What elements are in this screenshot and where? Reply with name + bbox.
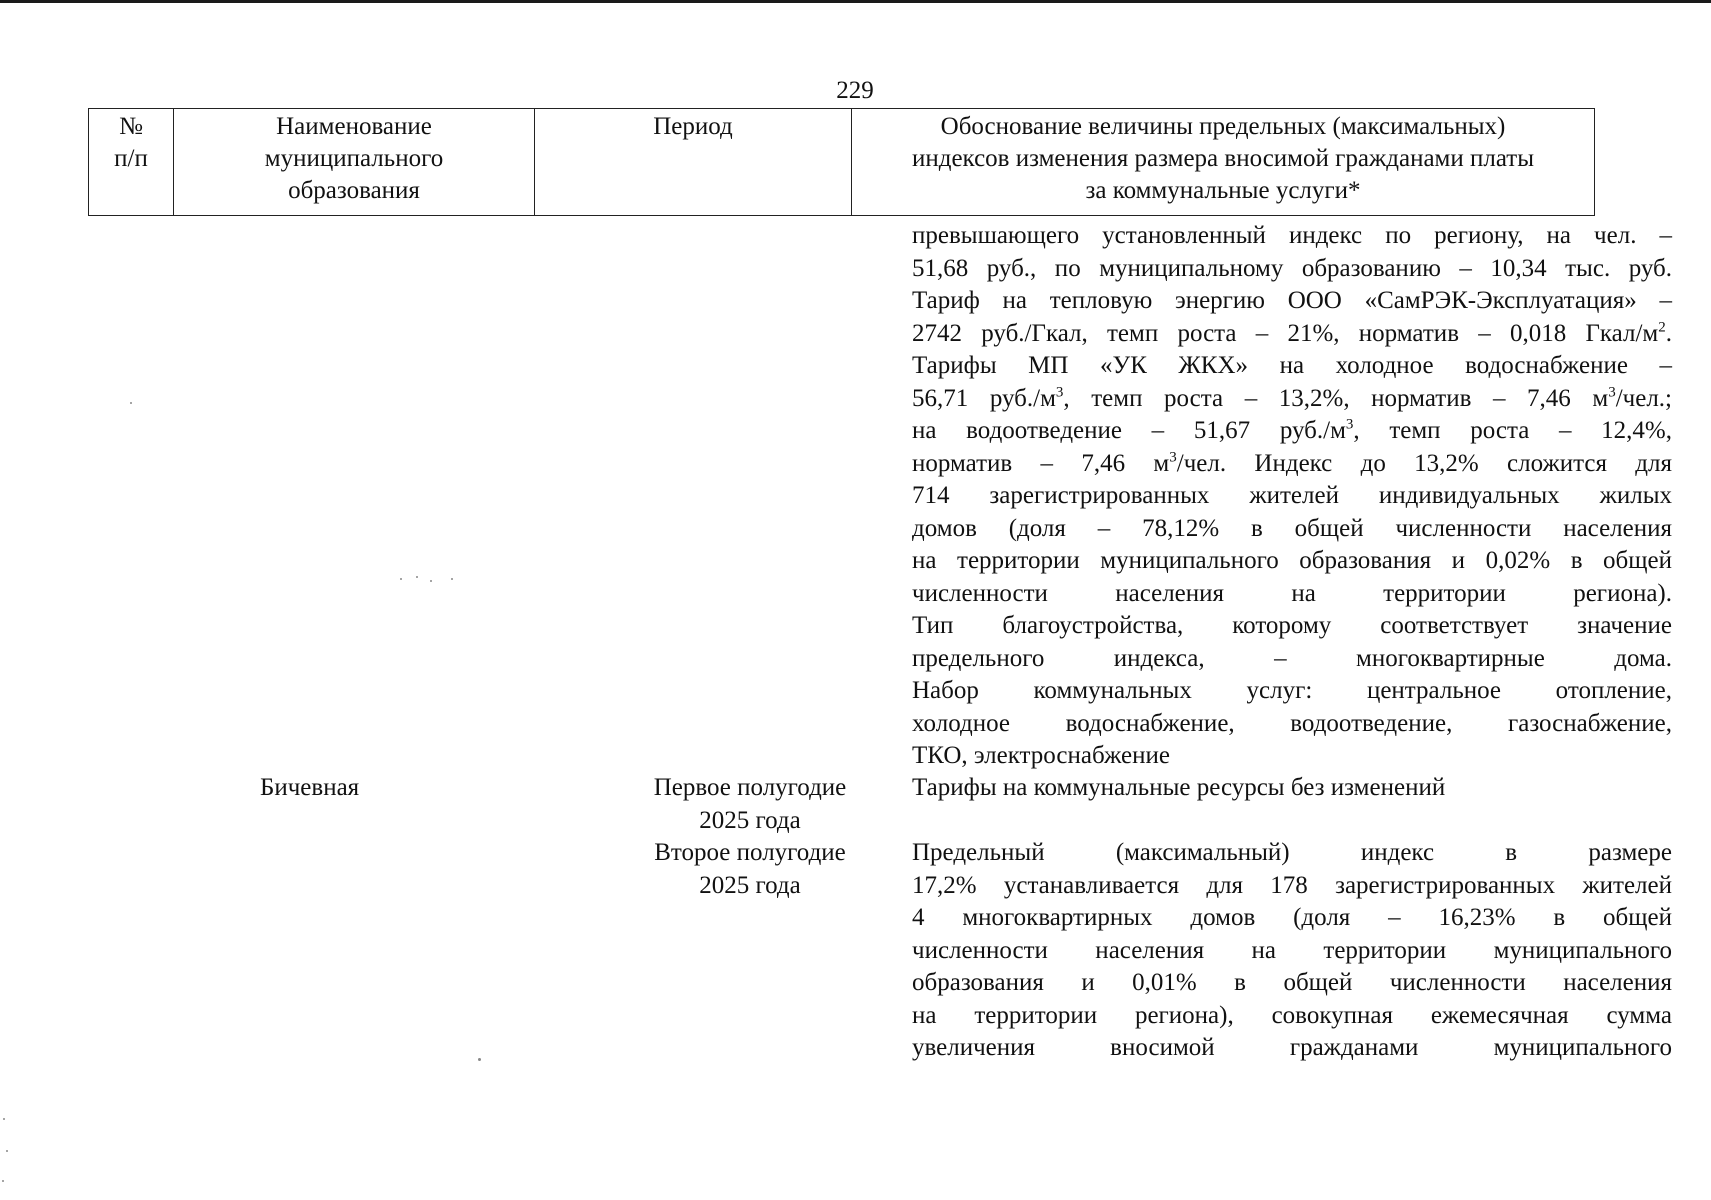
header-col-municipality-line1: Наименование <box>276 113 432 140</box>
second-half-justification <box>912 837 1672 1065</box>
text-fragment: . <box>1665 319 1672 347</box>
text-line: предельного индекса, – многоквартирные дома. <box>912 644 1672 672</box>
header-col-justification <box>852 109 1595 216</box>
text-line: 4 многоквартирных домов (доля – 16,23% в общей <box>912 904 1672 931</box>
period-second-half-line2: 2025 года <box>699 871 801 899</box>
text-line: Тариф на тепловую энергию ООО «СамРЭК-Эксплуатация» – <box>912 287 1672 314</box>
text-line: 714 зарегистрированных жителей индивидуальных жилых <box>912 482 1672 509</box>
text-line: 51,68 руб., по муниципальному образованию – 10,34 тыс. руб. <box>912 254 1672 282</box>
text-line: Тип благоустройства, которому соответствует значение <box>912 612 1672 639</box>
header-col-justification-line2: индексов изменения размера вносимой гражданами платы <box>911 145 1535 172</box>
text-line: на территории региона), совокупная ежемесячная сумма <box>912 1001 1672 1029</box>
continued-justification-text <box>912 220 1672 773</box>
text-fragment: на водоотведение – 51,67 руб./м <box>912 417 1346 444</box>
scan-top-edge <box>0 0 1711 3</box>
table-header <box>88 108 1595 216</box>
scan-speck <box>478 1058 481 1061</box>
text-fragment: норматив – 7,46 м <box>912 449 1170 477</box>
period-first-half-line2: 2025 года <box>699 806 801 834</box>
text-fragment: , темп роста – 13,2%, норматив – 7,46 м <box>1063 384 1609 412</box>
first-half-justification <box>912 772 1672 805</box>
text-line: образования и 0,01% в общей численности населения <box>912 969 1672 996</box>
text-line: численности населения на территории муниципального <box>912 936 1672 964</box>
header-col-number-line1: № <box>119 113 143 140</box>
period-second-half-line1: Второе полугодие <box>654 839 846 866</box>
superscript: 3 <box>1169 449 1177 466</box>
text-line: 17,2% устанавливается для 178 зарегистрированных жителей <box>912 871 1672 899</box>
scan-speck <box>2 1180 4 1182</box>
header-col-period <box>535 109 852 216</box>
header-col-municipality-line2: муниципального <box>264 145 444 172</box>
text-line <box>912 448 1672 481</box>
period-first-half-line1: Первое полугодие <box>653 774 847 801</box>
scan-speck <box>6 1150 8 1152</box>
header-col-municipality-line3: образования <box>288 177 420 204</box>
header-col-period-label: Период <box>653 113 733 140</box>
superscript: 2 <box>1658 319 1666 336</box>
header-col-justification-line1: Обоснование величины предельных (максимальных) <box>940 113 1506 140</box>
text-line: холодное водоснабжение, водоотведение, газоснабжение, <box>912 709 1672 737</box>
text-line: Набор коммунальных услуг: центральное отопление, <box>912 677 1672 704</box>
text-line: численности населения на территории региона). <box>912 579 1672 607</box>
text-line <box>912 318 1672 351</box>
superscript: 3 <box>1608 384 1616 401</box>
header-col-number-line2: п/п <box>114 145 148 172</box>
scan-speck <box>430 580 432 582</box>
text-line: Предельный (максимальный) индекс в размере <box>912 839 1672 866</box>
text-line: Тарифы на коммунальные ресурсы без изменений <box>912 774 1446 801</box>
text-line: на территории муниципального образования и 0,02% в общей <box>912 547 1672 574</box>
text-line <box>912 383 1672 416</box>
scan-speck <box>416 576 418 578</box>
text-fragment: 2742 руб./Гкал, темп роста – 21%, норматив – 0,018 Гкал/м <box>912 319 1659 347</box>
text-fragment: /чел. Индекс до 13,2% сложится для <box>1176 449 1672 477</box>
text-fragment: /чел.; <box>1615 384 1673 412</box>
text-line: Тарифы МП «УК ЖКХ» на холодное водоснабжение – <box>912 352 1672 379</box>
period-second-half <box>598 837 902 902</box>
text-fragment: 56,71 руб./м <box>912 384 1056 412</box>
text-line: ТКО, электроснабжение <box>912 742 1170 769</box>
text-line: домов (доля – 78,12% в общей численности населения <box>912 514 1672 542</box>
municipality-name: Бичевная <box>260 774 360 801</box>
scan-speck <box>400 578 402 580</box>
scan-speck <box>130 402 132 404</box>
header-col-municipality <box>174 109 535 216</box>
text-line: увеличения вносимой гражданами муниципального <box>912 1034 1672 1061</box>
scan-speck <box>3 1118 5 1120</box>
period-first-half <box>598 772 902 837</box>
scan-speck <box>451 578 453 580</box>
header-col-justification-line3: за коммунальные услуги* <box>1085 177 1361 204</box>
text-fragment: , темп роста – 12,4%, <box>1353 417 1672 444</box>
superscript: 3 <box>1345 416 1354 433</box>
superscript: 3 <box>1055 384 1064 401</box>
text-line <box>912 415 1672 448</box>
page-number: 229 <box>836 77 874 104</box>
text-line: превышающего установленный индекс по региону, на чел. – <box>912 222 1672 249</box>
header-col-number <box>89 109 174 216</box>
